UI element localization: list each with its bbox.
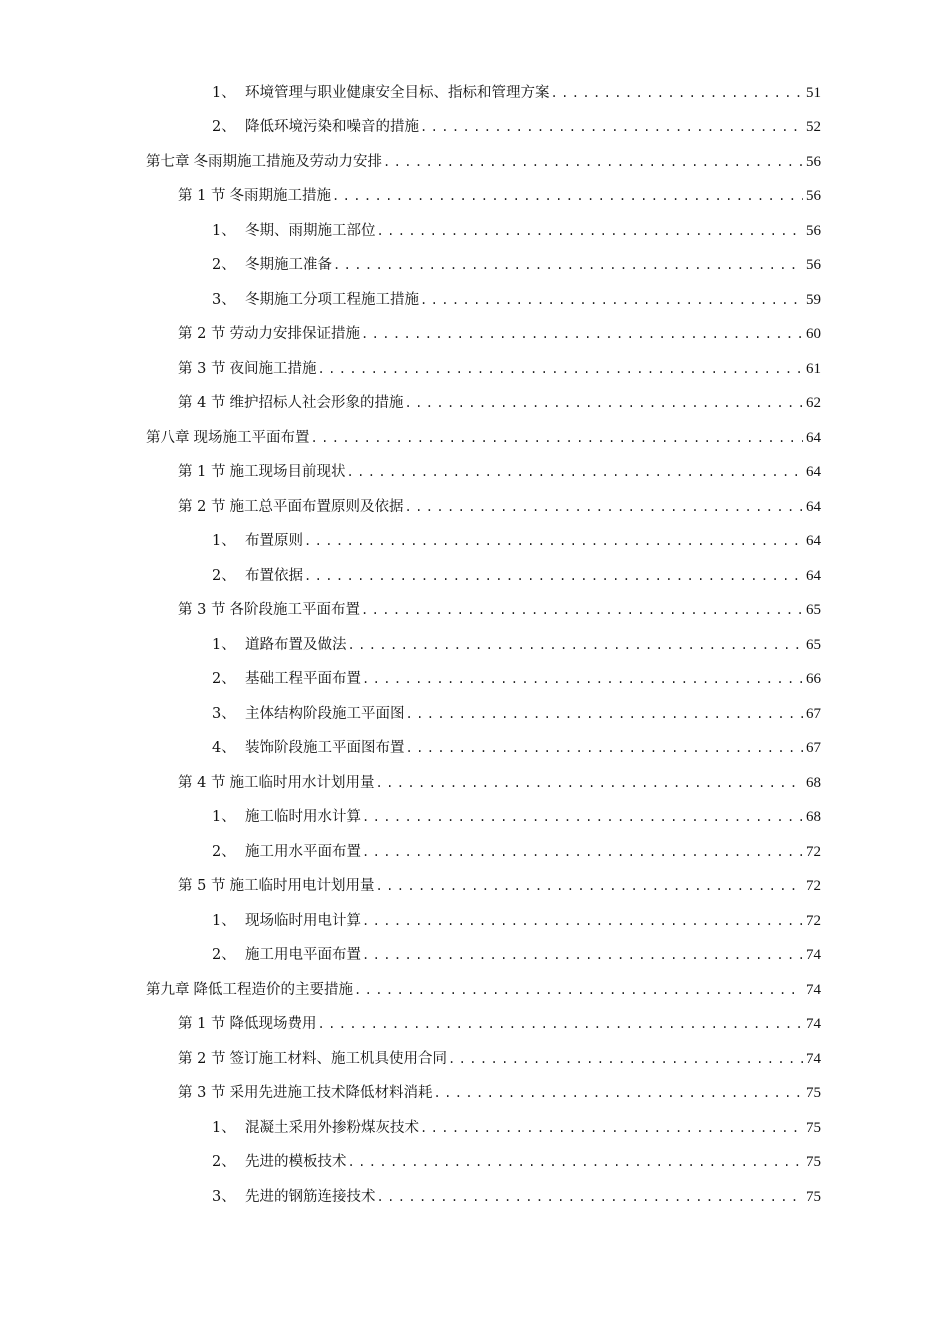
toc-entry[interactable] (0, 732, 950, 767)
toc-entry[interactable] (0, 145, 950, 180)
toc-entry-number: 第九章 (146, 981, 190, 998)
toc-entry-page-number: 68 (806, 809, 821, 826)
toc-entry-number: 3、 (212, 1188, 236, 1205)
toc-entry-page-number: 64 (806, 567, 821, 584)
toc-dot-leader (375, 880, 803, 892)
toc-entry-title: 冬期施工分项工程施工措施 (245, 291, 419, 308)
toc-entry[interactable] (0, 1146, 950, 1181)
toc-entry-title: 冬雨期施工措施 (229, 188, 331, 205)
toc-entry[interactable] (0, 904, 950, 939)
toc-dot-leader (375, 777, 803, 789)
toc-entry-content (146, 431, 821, 446)
toc-entry-content (178, 879, 821, 894)
toc-dot-leader (406, 708, 804, 720)
toc-entry-page-number: 72 (806, 912, 821, 929)
toc-entry-number: 第 2 节 (178, 1050, 226, 1067)
toc-entry-title: 先进的模板技术 (245, 1154, 347, 1171)
toc-entry-content (212, 707, 821, 722)
toc-entry-content (212, 224, 821, 239)
toc-entry[interactable] (0, 421, 950, 456)
toc-dot-leader (317, 363, 803, 375)
toc-entry-page-number: 74 (806, 981, 821, 998)
toc-entry[interactable] (0, 490, 950, 525)
toc-entry-content (212, 258, 821, 273)
toc-entry-number: 1、 (212, 222, 236, 239)
toc-entry-page-number: 56 (806, 257, 821, 274)
toc-entry[interactable] (0, 111, 950, 146)
toc-entry-content (212, 914, 821, 929)
toc-entry-content (212, 1190, 821, 1205)
toc-entry[interactable] (0, 1042, 950, 1077)
toc-entry-content (146, 983, 821, 998)
toc-entry-number: 第 4 节 (178, 774, 226, 791)
toc-dot-leader (377, 225, 804, 237)
toc-entry[interactable] (0, 594, 950, 629)
toc-entry-page-number: 75 (806, 1085, 821, 1102)
toc-entry-page-number: 66 (806, 671, 821, 688)
toc-entry-title: 劳动力安排保证措施 (229, 326, 360, 343)
toc-dot-leader (361, 328, 803, 340)
toc-entry-title: 夜间施工措施 (229, 360, 317, 377)
toc-entry-page-number: 56 (806, 153, 821, 170)
toc-entry-page-number: 51 (806, 84, 821, 101)
toc-entry-title: 道路布置及做法 (245, 636, 347, 653)
toc-entry-number: 第 1 节 (178, 188, 226, 205)
toc-entry-title: 基础工程平面布置 (245, 671, 361, 688)
toc-entry-content (212, 86, 821, 101)
toc-entry[interactable] (0, 352, 950, 387)
toc-entry-number: 3、 (212, 705, 236, 722)
table-of-contents (0, 76, 950, 1215)
toc-dot-leader (404, 397, 803, 409)
toc-entry[interactable] (0, 973, 950, 1008)
toc-entry-title: 先进的钢筋连接技术 (245, 1188, 376, 1205)
toc-entry-page-number: 60 (806, 326, 821, 343)
toc-entry-content (178, 465, 821, 480)
toc-entry-number: 第 4 节 (178, 395, 226, 412)
toc-entry[interactable] (0, 801, 950, 836)
toc-entry[interactable] (0, 76, 950, 111)
toc-entry-page-number: 52 (806, 119, 821, 136)
toc-entry-content (178, 396, 821, 411)
toc-entry-content (178, 1052, 821, 1067)
toc-entry-page-number: 56 (806, 222, 821, 239)
toc-entry-number: 4、 (212, 740, 236, 757)
toc-entry-title: 施工总平面布置原则及依据 (229, 498, 404, 515)
toc-dot-leader (333, 259, 803, 271)
toc-entry[interactable] (0, 559, 950, 594)
toc-dot-leader (406, 742, 804, 754)
toc-entry-page-number: 64 (806, 498, 821, 515)
toc-entry-content (178, 776, 821, 791)
toc-entry-title: 现场临时用电计算 (245, 912, 361, 929)
toc-entry-number: 3、 (212, 291, 236, 308)
toc-entry-page-number: 65 (806, 636, 821, 653)
toc-dot-leader (362, 915, 803, 927)
toc-entry-content (212, 672, 821, 687)
toc-entry-content (212, 741, 821, 756)
toc-entry-content (178, 189, 821, 204)
toc-entry-title: 采用先进施工技术降低材料消耗 (229, 1085, 433, 1102)
toc-entry-page-number: 59 (806, 291, 821, 308)
toc-dot-leader (311, 432, 804, 444)
toc-entry-page-number: 67 (806, 740, 821, 757)
toc-entry-number: 第 2 节 (178, 498, 226, 515)
toc-dot-leader (317, 1018, 803, 1030)
toc-dot-leader (433, 1087, 803, 1099)
toc-entry-title: 环境管理与职业健康安全目标、指标和管理方案 (245, 84, 550, 101)
toc-dot-leader (420, 121, 803, 133)
toc-entry[interactable] (0, 249, 950, 284)
toc-entry-content (178, 327, 821, 342)
toc-entry-title: 降低环境污染和噪音的措施 (245, 119, 419, 136)
toc-entry[interactable] (0, 214, 950, 249)
toc-entry-number: 第七章 (146, 153, 190, 170)
toc-entry-content (212, 638, 821, 653)
toc-entry-title: 现场施工平面布置 (193, 429, 310, 446)
toc-dot-leader (362, 673, 803, 685)
toc-entry-content (212, 293, 821, 308)
toc-entry-title: 降低现场费用 (229, 1016, 317, 1033)
toc-dot-leader (362, 949, 803, 961)
toc-entry-number: 第 1 节 (178, 1016, 226, 1033)
toc-entry[interactable] (0, 525, 950, 560)
toc-dot-leader (362, 811, 803, 823)
toc-entry-title: 施工临时用水计划用量 (229, 774, 375, 791)
toc-dot-leader (354, 984, 803, 996)
toc-entry-content (178, 603, 821, 618)
toc-entry-content (212, 120, 821, 135)
toc-entry-title: 布置依据 (245, 567, 303, 584)
toc-entry-title: 降低工程造价的主要措施 (193, 981, 353, 998)
toc-entry-page-number: 64 (806, 464, 821, 481)
toc-dot-leader (448, 1053, 803, 1065)
toc-entry-title: 冬雨期施工措施及劳动力安排 (193, 153, 382, 170)
toc-entry-page-number: 74 (806, 1050, 821, 1067)
toc-entry-page-number: 68 (806, 774, 821, 791)
toc-entry-number: 2、 (212, 1154, 236, 1171)
toc-entry-content (146, 155, 821, 170)
toc-entry-page-number: 74 (806, 947, 821, 964)
toc-entry-content (212, 1155, 821, 1170)
toc-entry-page-number: 64 (806, 429, 821, 446)
toc-entry[interactable] (0, 1077, 950, 1112)
toc-entry-title: 装饰阶段施工平面图布置 (245, 740, 405, 757)
toc-entry-title: 施工用水平面布置 (245, 843, 361, 860)
toc-entry-number: 1、 (212, 1119, 236, 1136)
toc-entry-content (212, 569, 821, 584)
toc-entry-title: 冬期、雨期施工部位 (245, 222, 376, 239)
toc-entry[interactable] (0, 1111, 950, 1146)
toc-entry-content (178, 1086, 821, 1101)
toc-dot-leader (420, 1122, 803, 1134)
toc-entry-title: 主体结构阶段施工平面图 (245, 705, 405, 722)
toc-entry-title: 各阶段施工平面布置 (229, 602, 360, 619)
toc-dot-leader (361, 604, 803, 616)
toc-entry-number: 1、 (212, 84, 236, 101)
toc-dot-leader (551, 87, 804, 99)
toc-dot-leader (377, 1191, 804, 1203)
toc-entry-number: 1、 (212, 636, 236, 653)
toc-entry[interactable] (0, 456, 950, 491)
toc-entry-number: 1、 (212, 912, 236, 929)
toc-entry-title: 冬期施工准备 (245, 257, 332, 274)
toc-dot-leader (348, 1156, 804, 1168)
toc-entry[interactable] (0, 283, 950, 318)
toc-dot-leader (404, 501, 803, 513)
toc-entry[interactable] (0, 318, 950, 353)
toc-entry-content (178, 362, 821, 377)
toc-dot-leader (346, 466, 803, 478)
toc-entry-number: 2、 (212, 671, 236, 688)
toc-entry-content (212, 845, 821, 860)
toc-entry-content (212, 534, 821, 549)
toc-dot-leader (304, 535, 803, 547)
toc-entry-page-number: 64 (806, 533, 821, 550)
toc-entry-number: 2、 (212, 257, 236, 274)
toc-entry[interactable] (0, 870, 950, 905)
toc-entry-page-number: 56 (806, 188, 821, 205)
toc-entry-page-number: 74 (806, 1016, 821, 1033)
toc-entry-page-number: 72 (806, 843, 821, 860)
toc-entry-page-number: 65 (806, 602, 821, 619)
toc-entry-page-number: 67 (806, 705, 821, 722)
toc-entry[interactable] (0, 1180, 950, 1215)
toc-entry-content (212, 810, 821, 825)
toc-entry-title: 维护招标人社会形象的措施 (229, 395, 404, 412)
toc-entry-number: 2、 (212, 843, 236, 860)
toc-entry[interactable] (0, 1008, 950, 1043)
toc-entry-number: 2、 (212, 947, 236, 964)
toc-entry-number: 第 1 节 (178, 464, 226, 481)
toc-entry[interactable] (0, 663, 950, 698)
toc-dot-leader (383, 156, 803, 168)
toc-entry-title: 混凝土采用外掺粉煤灰技术 (245, 1119, 419, 1136)
toc-entry-number: 2、 (212, 567, 236, 584)
toc-entry-title: 布置原则 (245, 533, 303, 550)
toc-entry-number: 1、 (212, 809, 236, 826)
toc-dot-leader (420, 294, 803, 306)
toc-entry[interactable] (0, 697, 950, 732)
toc-entry-number: 1、 (212, 533, 236, 550)
toc-entry-page-number: 62 (806, 395, 821, 412)
toc-entry-content (212, 1121, 821, 1136)
toc-entry-page-number: 72 (806, 878, 821, 895)
toc-entry-content (178, 1017, 821, 1032)
toc-entry-page-number: 61 (806, 360, 821, 377)
toc-entry[interactable] (0, 387, 950, 422)
toc-entry[interactable] (0, 766, 950, 801)
toc-dot-leader (362, 846, 803, 858)
toc-entry-content (212, 948, 821, 963)
toc-entry-number: 第 3 节 (178, 1085, 226, 1102)
toc-entry-page-number: 75 (806, 1188, 821, 1205)
toc-entry-title: 施工现场目前现状 (229, 464, 346, 481)
toc-entry-number: 第 5 节 (178, 878, 226, 895)
toc-entry-number: 第 3 节 (178, 602, 226, 619)
toc-dot-leader (348, 639, 804, 651)
toc-entry[interactable] (0, 835, 950, 870)
toc-entry[interactable] (0, 939, 950, 974)
toc-entry-number: 第 2 节 (178, 326, 226, 343)
toc-entry[interactable] (0, 628, 950, 663)
toc-entry-title: 施工用电平面布置 (245, 947, 361, 964)
toc-entry-page-number: 75 (806, 1154, 821, 1171)
toc-entry-title: 施工临时用水计算 (245, 809, 361, 826)
toc-entry-number: 第 3 节 (178, 360, 226, 377)
toc-entry-number: 2、 (212, 119, 236, 136)
toc-entry[interactable] (0, 180, 950, 215)
toc-entry-page-number: 75 (806, 1119, 821, 1136)
toc-entry-content (178, 500, 821, 515)
toc-dot-leader (332, 190, 803, 202)
toc-entry-title: 签订施工材料、施工机具使用合同 (229, 1050, 447, 1067)
toc-entry-number: 第八章 (146, 429, 190, 446)
toc-entry-title: 施工临时用电计划用量 (229, 878, 375, 895)
toc-dot-leader (304, 570, 803, 582)
